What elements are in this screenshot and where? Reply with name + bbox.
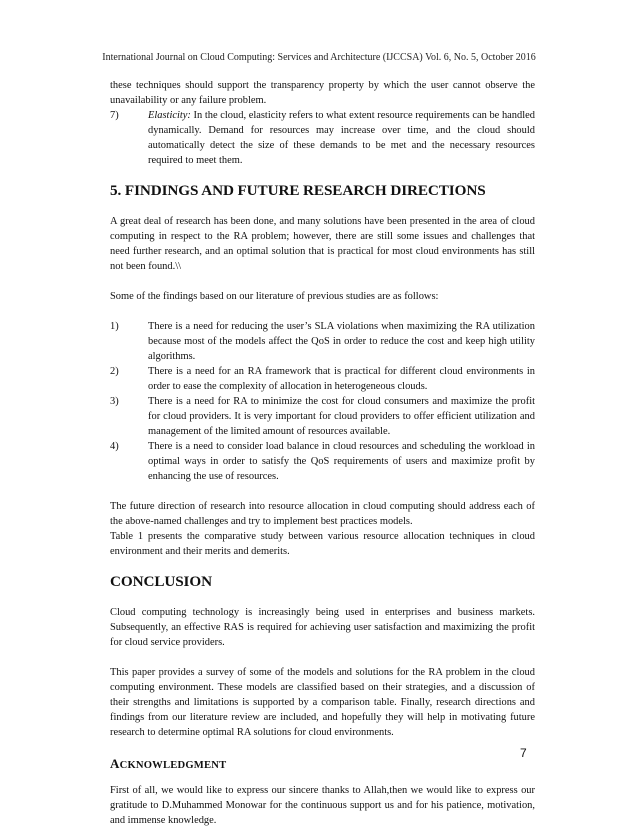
list-item-elasticity — [110, 108, 535, 168]
list-text: There is a need for RA to minimize the cost for cloud consumers and maximize the profit for cloud providers. It is very important for cloud providers to offer efficient utilization and management of the limited amount of resources available. — [148, 396, 535, 437]
page-number: 7 — [520, 746, 527, 760]
list-number: 7) — [110, 110, 119, 121]
list-text: There is a need to consider load balance in cloud resources and scheduling the workload in optimal ways in order to satisfy the QoS requirements of users and maximize profit by enhancing the use of resources. — [148, 441, 535, 482]
list-item — [110, 364, 535, 394]
list-text: There is a need for reducing the user’s SLA violations when maximizing the RA utilization because most of the models affect the QoS in order to reduce the cost and keep high utility algorithms. — [148, 321, 535, 362]
conclusion-paragraph-1: Cloud computing technology is increasingly being used in enterprises and business markets. Subsequently, an effective RAS is required for achieving user satisfaction and maximizing the profit for cloud service providers. — [110, 607, 535, 648]
list-text: There is a need for an RA framework that is practical for different cloud environments in order to ease the complexity of allocation in heterogeneous clouds. — [148, 366, 535, 392]
ack-heading-rest: CKNOWLEDGMENT — [119, 760, 227, 771]
elasticity-definition: In the cloud, elasticity refers to what extent resource requirements can be handled dynamically. Demand for resources may increase over time, and the cloud should automatically detect the size of these demands to be met and the necessary resources required to meet them. — [148, 110, 535, 166]
term-elasticity: Elasticity: — [148, 110, 191, 121]
list-item — [110, 394, 535, 439]
list-item — [110, 319, 535, 364]
findings-paragraph-1: A great deal of research has been done, and many solutions have been presented in the area of cloud computing in respect to the RA problem; however, there are still some issues and challenges that need further research, and an optimal solution that is practical for most cloud environments has still not been found.\\ — [110, 216, 535, 272]
page-content — [110, 78, 535, 828]
list-item — [110, 439, 535, 484]
findings-list — [110, 319, 535, 484]
list-number: 1) — [110, 321, 119, 332]
section-heading-acknowledgment — [110, 756, 535, 773]
list-text — [148, 108, 535, 168]
list-number: 4) — [110, 441, 119, 452]
running-header: International Journal on Cloud Computing: Services and Architecture (IJCCSA) Vol. 6, No. 5, October 2016 — [102, 52, 536, 63]
conclusion-paragraph-2: This paper provides a survey of some of the models and solutions for the RA problem in the cloud computing environment. These models are classified based on their strategies, and a discussion of their strengths and limitations is supported by a comparison table. Finally, research directions and findings from our literature review are included, and hopefully they will help in motivating future research to determine optimal RA solutions for cloud environments. — [110, 667, 535, 738]
section-heading-conclusion: CONCLUSION — [110, 573, 212, 590]
findings-paragraph-3: The future direction of research into resource allocation in cloud computing should address each of the above-named challenges and try to implement best practices models. — [110, 501, 535, 527]
list-item-continuation: these techniques should support the transparency property by which the user cannot observe the unavailability or any failure problem. — [110, 80, 535, 106]
section-heading-findings: 5. FINDINGS AND FUTURE RESEARCH DIRECTIONS — [110, 182, 486, 199]
ack-heading-initial: A — [110, 756, 120, 771]
list-number: 2) — [110, 366, 119, 377]
acknowledgment-paragraph: First of all, we would like to express our sincere thanks to Allah,then we would like to express our gratitude to D.Muhammed Monowar for the continuous support us and for his patience, motivation, and immense knowledge. — [110, 785, 535, 826]
list-number: 3) — [110, 396, 119, 407]
findings-paragraph-2: Some of the findings based on our literature of previous studies are as follows: — [110, 291, 439, 302]
findings-paragraph-4: Table 1 presents the comparative study between various resource allocation techniques in cloud environment and their merits and demerits. — [110, 531, 535, 557]
